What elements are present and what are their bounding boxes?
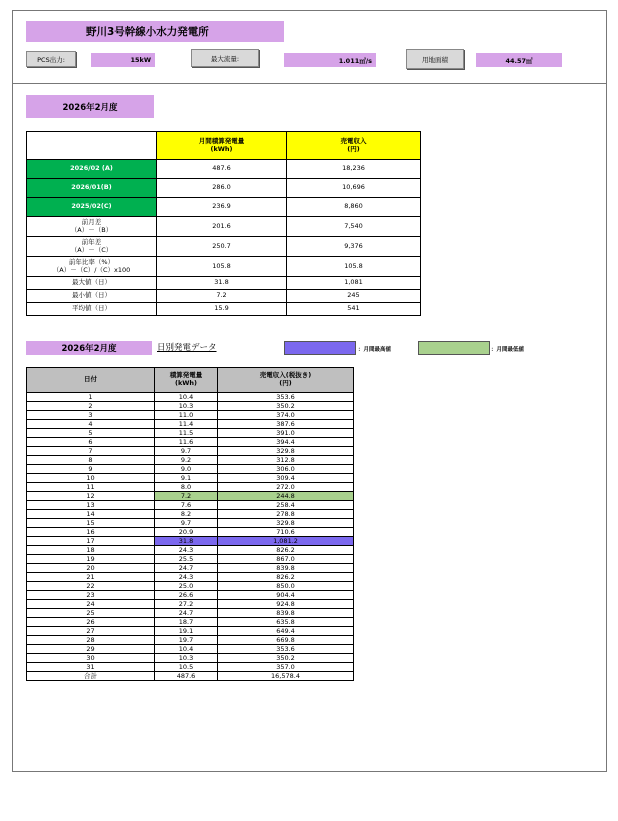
daily-day: 25 xyxy=(27,609,155,618)
daily-yen: 669.8 xyxy=(218,636,354,645)
pcs-output-value: 15kW xyxy=(91,53,155,67)
daily-yen: 350.2 xyxy=(218,654,354,663)
summary-kwh-value: 487.6 xyxy=(157,160,287,179)
cell-text-line: （A）－（C） xyxy=(70,245,113,254)
daily-day: 29 xyxy=(27,645,155,654)
cell-text-line: 前月差 xyxy=(81,218,102,227)
daily-kwh: 10.3 xyxy=(155,654,218,663)
max-flow-label[interactable]: 最大流量: xyxy=(191,49,259,67)
daily-row xyxy=(27,609,354,618)
daily-yen: 850.0 xyxy=(218,582,354,591)
daily-row xyxy=(27,582,354,591)
cell-text-line: 最小値（日） xyxy=(72,291,111,300)
daily-row xyxy=(27,447,354,456)
daily-row xyxy=(27,465,354,474)
daily-kwh: 7.6 xyxy=(155,501,218,510)
daily-kwh: 24.7 xyxy=(155,564,218,573)
summary-yen-value: 10,696 xyxy=(287,179,421,198)
daily-day: 7 xyxy=(27,447,155,456)
summary-row-label xyxy=(27,179,157,198)
summary-row xyxy=(27,198,421,217)
daily-yen: 826.2 xyxy=(218,573,354,582)
daily-day: 28 xyxy=(27,636,155,645)
cell-text-line: （A）－（C）/（C）x100 xyxy=(52,265,131,274)
summary-row xyxy=(27,303,421,316)
daily-day: 30 xyxy=(27,654,155,663)
daily-yen: 353.6 xyxy=(218,645,354,654)
daily-day: 1 xyxy=(27,393,155,402)
summary-yen-value: 541 xyxy=(287,303,421,316)
summary-yen-value: 105.8 xyxy=(287,257,421,277)
cell-text-line: (円) xyxy=(347,144,360,153)
daily-row xyxy=(27,501,354,510)
summary-row-label xyxy=(27,277,157,290)
daily-day: 5 xyxy=(27,429,155,438)
daily-row xyxy=(27,663,354,672)
daily-yen: 391.0 xyxy=(218,429,354,438)
daily-row xyxy=(27,555,354,564)
daily-day: 13 xyxy=(27,501,155,510)
land-area-label[interactable]: 用地面積 xyxy=(406,49,464,69)
daily-day: 10 xyxy=(27,474,155,483)
daily-kwh: 9.7 xyxy=(155,519,218,528)
daily-header-row xyxy=(27,368,354,393)
daily-kwh: 19.1 xyxy=(155,627,218,636)
daily-day: 21 xyxy=(27,573,155,582)
cell-text-line: 売電収入 xyxy=(340,137,367,146)
daily-day: 15 xyxy=(27,519,155,528)
summary-yen-value: 18,236 xyxy=(287,160,421,179)
daily-kwh: 9.2 xyxy=(155,456,218,465)
daily-kwh-header xyxy=(155,368,218,393)
daily-day: 22 xyxy=(27,582,155,591)
summary-kwh-value: 250.7 xyxy=(157,237,287,257)
daily-kwh: 9.1 xyxy=(155,474,218,483)
daily-row xyxy=(27,627,354,636)
daily-row xyxy=(27,411,354,420)
daily-yen: 312.8 xyxy=(218,456,354,465)
daily-yen: 258.4 xyxy=(218,501,354,510)
daily-row xyxy=(27,483,354,492)
summary-row-label xyxy=(27,237,157,257)
daily-total-yen: 16,578.4 xyxy=(218,672,354,681)
summary-row xyxy=(27,217,421,237)
daily-day: 27 xyxy=(27,627,155,636)
daily-day: 2 xyxy=(27,402,155,411)
daily-kwh: 24.7 xyxy=(155,609,218,618)
daily-kwh: 8.0 xyxy=(155,483,218,492)
pcs-output-label[interactable]: PCS出力: xyxy=(26,51,76,67)
cell-text-line: 積算発電量 xyxy=(169,371,203,380)
summary-corner-cell xyxy=(27,132,157,160)
summary-row xyxy=(27,237,421,257)
cell-text-line: 2026/02 (A) xyxy=(70,164,113,173)
period-title: 2026年2月度 xyxy=(26,95,154,118)
daily-kwh: 9.7 xyxy=(155,447,218,456)
daily-row xyxy=(27,654,354,663)
daily-kwh: 25.5 xyxy=(155,555,218,564)
daily-day: 8 xyxy=(27,456,155,465)
summary-header-row xyxy=(27,132,421,160)
daily-kwh: 11.0 xyxy=(155,411,218,420)
daily-section-label: 2026年2月度 xyxy=(26,341,152,355)
daily-row xyxy=(27,519,354,528)
daily-kwh: 11.6 xyxy=(155,438,218,447)
cell-text-line: （A）－（B） xyxy=(70,225,113,234)
daily-yen-header xyxy=(218,368,354,393)
summary-kwh-header xyxy=(157,132,287,160)
summary-kwh-value: 236.9 xyxy=(157,198,287,217)
daily-row xyxy=(27,546,354,555)
station-title: 野川3号幹線小水力発電所 xyxy=(26,21,284,42)
daily-row xyxy=(27,600,354,609)
daily-kwh: 8.2 xyxy=(155,510,218,519)
daily-day: 23 xyxy=(27,591,155,600)
daily-yen: 350.2 xyxy=(218,402,354,411)
daily-yen: 374.0 xyxy=(218,411,354,420)
daily-yen: 635.8 xyxy=(218,618,354,627)
summary-yen-value: 245 xyxy=(287,290,421,303)
summary-kwh-value: 105.8 xyxy=(157,257,287,277)
daily-day: 16 xyxy=(27,528,155,537)
legend-max-swatch xyxy=(284,341,356,355)
cell-text-line: 売電収入(税抜き) xyxy=(259,371,312,380)
daily-row xyxy=(27,528,354,537)
daily-yen: 387.6 xyxy=(218,420,354,429)
summary-row-label xyxy=(27,198,157,217)
summary-row xyxy=(27,160,421,179)
summary-kwh-value: 15.9 xyxy=(157,303,287,316)
daily-yen: 904.4 xyxy=(218,591,354,600)
daily-row xyxy=(27,402,354,411)
daily-yen: 353.6 xyxy=(218,393,354,402)
daily-total-row xyxy=(27,672,354,681)
max-flow-value: 1.011㎥/s xyxy=(284,53,376,67)
daily-yen: 839.8 xyxy=(218,609,354,618)
daily-yen: 710.6 xyxy=(218,528,354,537)
daily-row xyxy=(27,618,354,627)
divider xyxy=(13,83,606,84)
daily-day: 31 xyxy=(27,663,155,672)
daily-row xyxy=(27,537,354,546)
summary-yen-value: 8,860 xyxy=(287,198,421,217)
daily-row xyxy=(27,564,354,573)
legend-min-label: ：月間最低値 xyxy=(491,347,525,353)
daily-row xyxy=(27,591,354,600)
daily-yen: 306.0 xyxy=(218,465,354,474)
daily-kwh: 10.4 xyxy=(155,645,218,654)
daily-day: 17 xyxy=(27,537,155,546)
summary-yen-value: 1,081 xyxy=(287,277,421,290)
daily-yen: 278.8 xyxy=(218,510,354,519)
daily-title: 日別発電データ xyxy=(157,343,217,353)
daily-row xyxy=(27,573,354,582)
daily-kwh: 24.3 xyxy=(155,546,218,555)
summary-row xyxy=(27,179,421,198)
daily-yen: 357.0 xyxy=(218,663,354,672)
cell-text-line: 最大値（日） xyxy=(72,278,111,287)
daily-row xyxy=(27,645,354,654)
daily-day: 26 xyxy=(27,618,155,627)
daily-kwh: 9.0 xyxy=(155,465,218,474)
daily-day: 11 xyxy=(27,483,155,492)
cell-text-line: (kWh) xyxy=(174,379,198,387)
summary-yen-header xyxy=(287,132,421,160)
daily-day: 6 xyxy=(27,438,155,447)
summary-kwh-value: 31.8 xyxy=(157,277,287,290)
daily-day: 9 xyxy=(27,465,155,474)
summary-row-label xyxy=(27,303,157,316)
daily-kwh: 26.6 xyxy=(155,591,218,600)
daily-kwh: 7.2 xyxy=(155,492,218,501)
daily-day: 19 xyxy=(27,555,155,564)
daily-yen: 394.4 xyxy=(218,438,354,447)
daily-row xyxy=(27,438,354,447)
daily-day: 24 xyxy=(27,600,155,609)
daily-yen: 649.4 xyxy=(218,627,354,636)
daily-date-header: 日付 xyxy=(27,368,155,393)
legend-max-label: ：月間最高値 xyxy=(358,347,392,353)
daily-row xyxy=(27,429,354,438)
daily-day: 3 xyxy=(27,411,155,420)
cell-text-line: 前年比率（%） xyxy=(68,258,115,267)
summary-row-label xyxy=(27,160,157,179)
cell-text-line: 月間積算発電量 xyxy=(198,137,245,146)
summary-kwh-value: 7.2 xyxy=(157,290,287,303)
cell-text-line: 2025/02(C) xyxy=(71,202,112,211)
daily-kwh: 18.7 xyxy=(155,618,218,627)
summary-kwh-value: 286.0 xyxy=(157,179,287,198)
daily-row xyxy=(27,393,354,402)
daily-row xyxy=(27,510,354,519)
daily-row xyxy=(27,636,354,645)
daily-kwh: 20.9 xyxy=(155,528,218,537)
summary-row-label xyxy=(27,217,157,237)
daily-kwh: 27.2 xyxy=(155,600,218,609)
daily-kwh: 11.4 xyxy=(155,420,218,429)
legend-min-swatch xyxy=(418,341,490,355)
daily-yen: 826.2 xyxy=(218,546,354,555)
summary-row-label xyxy=(27,290,157,303)
daily-row xyxy=(27,420,354,429)
report-sheet xyxy=(12,10,607,772)
daily-yen: 924.8 xyxy=(218,600,354,609)
daily-yen: 244.8 xyxy=(218,492,354,501)
daily-day: 12 xyxy=(27,492,155,501)
daily-kwh: 24.3 xyxy=(155,573,218,582)
daily-yen: 329.8 xyxy=(218,447,354,456)
summary-kwh-value: 201.6 xyxy=(157,217,287,237)
daily-kwh: 19.7 xyxy=(155,636,218,645)
land-area-value: 44.57㎡ xyxy=(476,53,562,67)
daily-row xyxy=(27,456,354,465)
daily-total-kwh: 487.6 xyxy=(155,672,218,681)
cell-text-line: 前年差 xyxy=(81,238,102,247)
daily-kwh: 10.4 xyxy=(155,393,218,402)
daily-yen: 309.4 xyxy=(218,474,354,483)
daily-yen: 272.0 xyxy=(218,483,354,492)
daily-yen: 329.8 xyxy=(218,519,354,528)
daily-yen: 839.8 xyxy=(218,564,354,573)
summary-row xyxy=(27,257,421,277)
daily-kwh: 11.5 xyxy=(155,429,218,438)
daily-day: 14 xyxy=(27,510,155,519)
summary-yen-value: 9,376 xyxy=(287,237,421,257)
summary-table xyxy=(26,131,421,316)
daily-yen: 867.0 xyxy=(218,555,354,564)
daily-total-label: 合計 xyxy=(27,672,155,681)
daily-kwh: 10.5 xyxy=(155,663,218,672)
cell-text-line: 平均値（日） xyxy=(72,304,111,313)
cell-text-line: 2026/01(B) xyxy=(71,183,112,192)
daily-kwh: 25.0 xyxy=(155,582,218,591)
cell-text-line: (円) xyxy=(279,379,292,387)
cell-text-line: (kWh) xyxy=(210,144,233,153)
daily-row xyxy=(27,474,354,483)
daily-day: 20 xyxy=(27,564,155,573)
daily-kwh: 31.8 xyxy=(155,537,218,546)
daily-kwh: 10.3 xyxy=(155,402,218,411)
summary-row xyxy=(27,290,421,303)
summary-row-label xyxy=(27,257,157,277)
daily-row xyxy=(27,492,354,501)
summary-row xyxy=(27,277,421,290)
daily-day: 18 xyxy=(27,546,155,555)
daily-yen: 1,081.2 xyxy=(218,537,354,546)
daily-table xyxy=(26,367,354,681)
daily-day: 4 xyxy=(27,420,155,429)
summary-yen-value: 7,540 xyxy=(287,217,421,237)
